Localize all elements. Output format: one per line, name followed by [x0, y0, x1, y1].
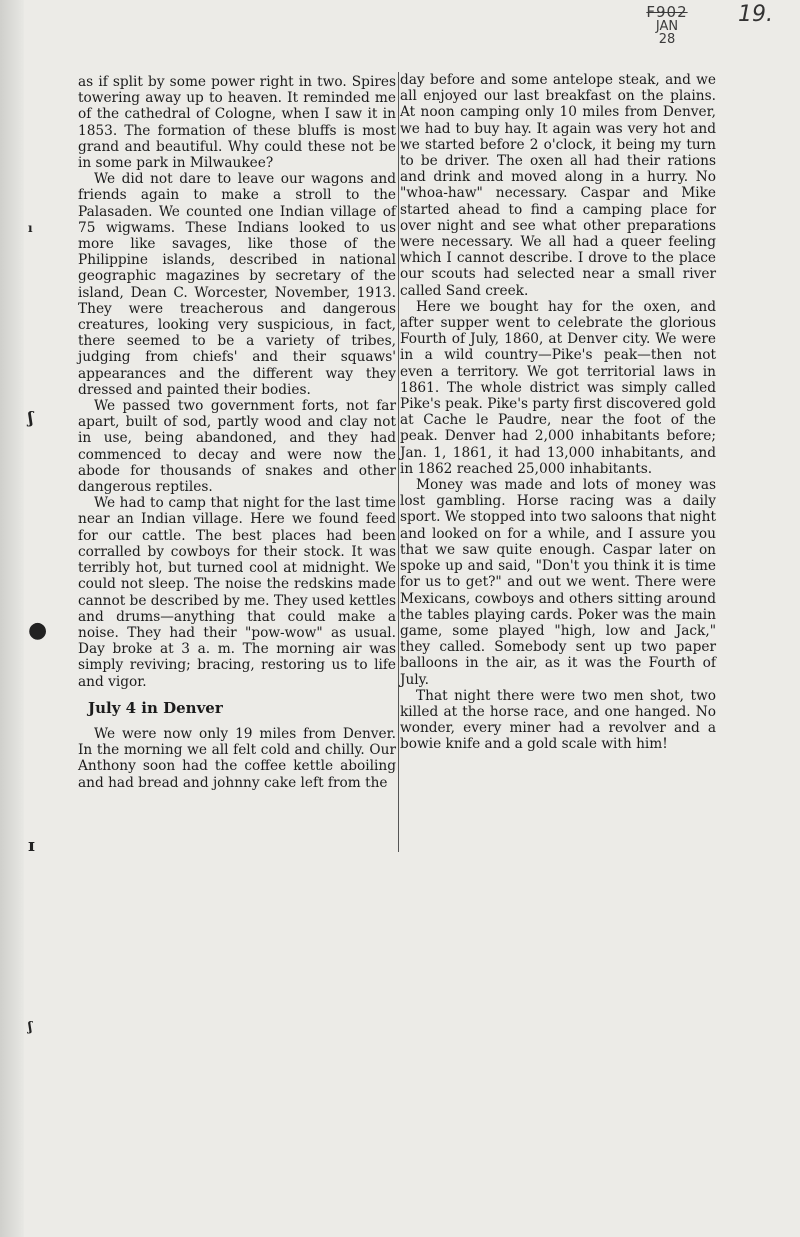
paragraph: We had to camp that night for the last time near an Indian village. Here we found feed for our cattle. The best places had been corralled by cowboys for their stock. It was terribly hot, but turned cool at midnight. We could not sleep. The noise the redskins made cannot be described by me. They used kettles and drums—anything that could make a noise. They had their "pow-wow" as usual. Day broke at 3 a. m. The morning air was simply reviving; bracing, restoring us to life and vigor. — [78, 495, 396, 690]
paragraph: We did not dare to leave our wagons and friends again to make a stroll to the Palasaden. We counted one Indian village of 75 wigwams. These Indians looked to us more like savages, like those of the Philippine islands, described in national geographic magazines by secretary of the island, Dean C. Worcester, November, 1913. They were treacherous and dangerous creatures, looking very suspicious, in fact, there seemed to be a variety of tribes, judging from chiefs' and their squaws' appearances and the different way they dressed and painted their bodies. — [78, 171, 396, 398]
column-divider — [398, 72, 399, 852]
section-heading: July 4 in Denver — [88, 698, 223, 717]
catalog-stamp — [618, 4, 716, 46]
punch-hole: ● — [28, 617, 48, 643]
paragraph: We were now only 19 miles from Denver. In the morning we all felt cold and chilly. Our Anthony soon had the coffee kettle aboiling and had bread and johnny cake left from the — [78, 725, 396, 791]
binder-mark: ʃ — [28, 1020, 33, 1035]
stamp-month: JAN — [655, 19, 679, 34]
binder-mark: ɪ — [28, 835, 35, 856]
paragraph: That night there were two men shot, two killed at the horse race, and one hanged. No wonder, every miner had a revolver and a bowie knife and a gold scale with him! — [400, 687, 716, 753]
paragraph: We passed two government forts, not far apart, built of sod, partly wood and clay not in use, being abandoned, and they had commenced to decay and were now the abode for thousands of snakes and other dangerous reptiles. — [78, 398, 396, 496]
paragraph: as if split by some power right in two. Spires towering away up to heaven. It reminded me of the cathedral of Cologne, when I saw it in 1853. The formation of these bluffs is most grand and beautiful. Why could these not be in some park in Milwaukee? — [78, 74, 396, 172]
right-column — [400, 72, 716, 753]
binder-mark: ʃ — [28, 408, 34, 427]
paragraph: Here we bought hay for the oxen, and after supper went to celebrate the glorious Fourth of July, 1860, at Denver city. We were in a wild country—Pike's peak—then not even a territory. We got territorial laws in 1861. The whole district was simply called Pike's peak. Pike's party first discovered gold at Cache le Paudre, near the foot of the peak. Denver had 2,000 inhabitants before; Jan. 1, 1861, it had 13,000 inhabitants, and in 1862 reached 25,000 inhabitants. — [400, 298, 716, 477]
binding-edge — [0, 0, 24, 1237]
paragraph: Money was made and lots of money was lost gambling. Horse racing was a daily sport. We stopped into two saloons that night and looked on for a while, and I assure you that we saw quite enough. Caspar later on spoke up and said, "Don't you think it is time for us to get?" and out we went. There were Mexicans, cowboys and others sitting around the tables playing cards. Poker was the main game, some played "high, low and Jack," they called. Somebody sent up two paper balloons in the air, as it was the Fourth of July. — [400, 477, 716, 688]
stamp-day: 28 — [658, 32, 676, 47]
paragraph: day before and some antelope steak, and we all enjoyed our last breakfast on the plains. At noon camping only 10 miles from Denver, we had to buy hay. It again was very hot and we started before 2 o'clock, it being my turn to be driver. The oxen all had their rations and drink and moved along in a hurry. No "whoa-haw" necessary. Caspar and Mike started ahead to find a camping place for over night and see what other preparations were necessary. We all had a queer feeling which I cannot describe. I drove to the place our scouts had selected near a small river called Sand creek. — [400, 72, 716, 299]
binder-mark: ı — [28, 221, 33, 235]
stamp-code: F902 — [646, 3, 688, 21]
page-number: 19. — [738, 2, 773, 27]
left-column — [78, 74, 396, 791]
